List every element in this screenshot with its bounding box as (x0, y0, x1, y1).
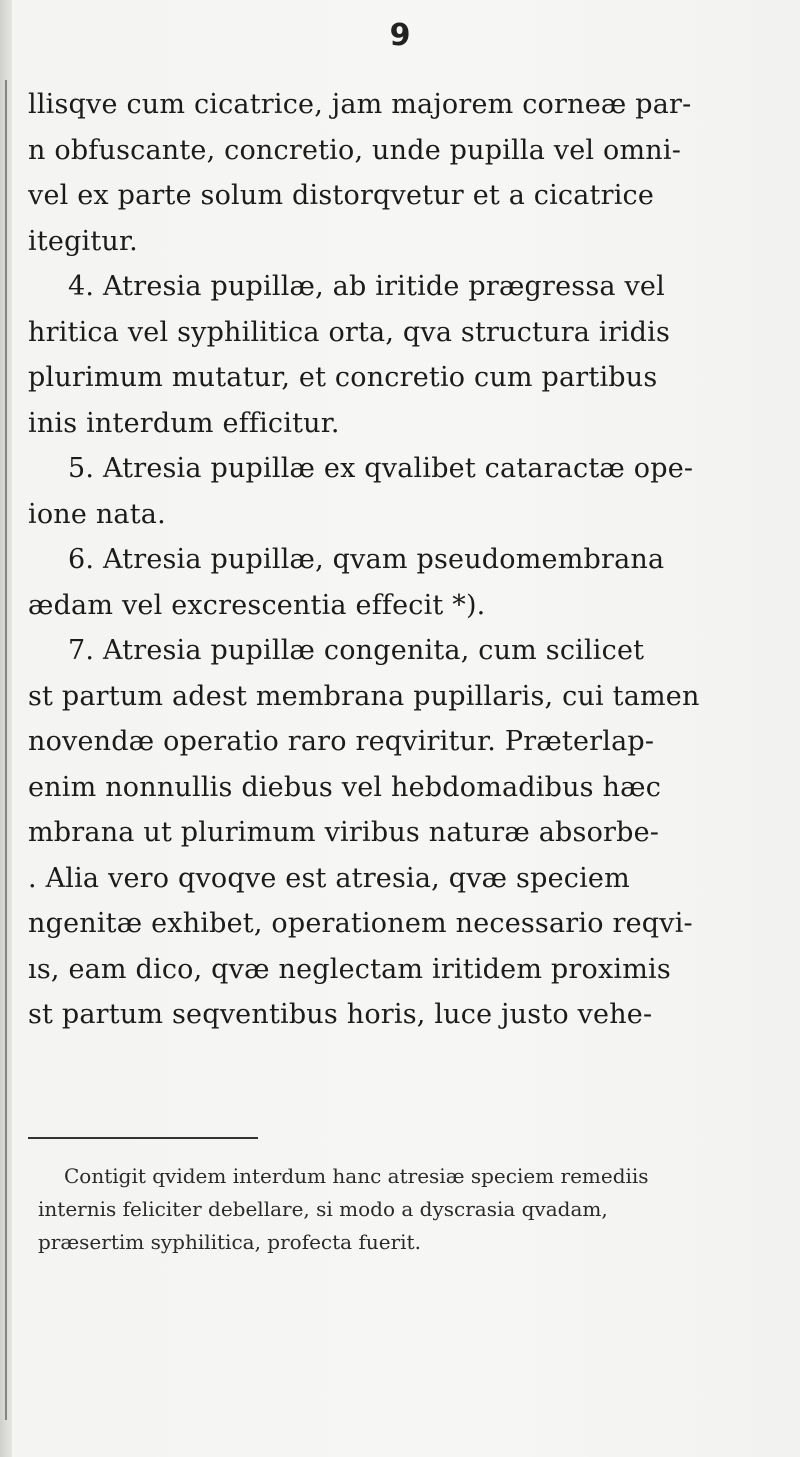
text-line: novendæ operatio raro reqviritur. Præterlap- (28, 726, 655, 757)
text-line: ione nata. (28, 498, 166, 530)
text-line: mbrana ut plurimum viribus naturæ absorbe- (28, 817, 660, 848)
text-line: plurimum mutatur, et concretio cum partibus (28, 362, 658, 393)
text-line: ngenitæ exhibet, operationem necessario reqvi- (28, 908, 693, 939)
footnote (28, 1160, 788, 1259)
text-line: itegitur. (28, 225, 138, 257)
page-gutter (0, 0, 12, 1457)
text-line: ædam vel excrescentia effecit *). (28, 589, 486, 621)
paragraph-4-start: 4. Atresia pupillæ, ab iritide prægressa vel (68, 271, 665, 302)
footnote-divider (28, 1137, 258, 1139)
footnote-line: internis feliciter debellare, si modo a dyscrasia qvadam, (38, 1197, 608, 1221)
text-line: ıs, eam dico, qvæ neglectam iritidem proximis (28, 953, 671, 985)
paragraph-5-start: 5. Atresia pupillæ ex qvalibet cataractæ ope- (68, 453, 694, 484)
page-number: 9 (389, 18, 411, 53)
text-line: vel ex parte solum distorqvetur et a cicatrice (28, 180, 655, 211)
paragraph-6-start: 6. Atresia pupillæ, qvam pseudomembrana (68, 544, 665, 575)
text-line: st partum adest membrana pupillaris, cui tamen (28, 680, 700, 712)
main-text (28, 82, 788, 1038)
text-line: hritica vel syphilitica orta, qva structura iridis (28, 316, 671, 348)
text-line: st partum seqventibus horis, luce justo vehe- (28, 999, 653, 1030)
text-line: inis interdum efficitur. (28, 407, 340, 439)
footnote-line: præsertim syphilitica, profecta fuerit. (38, 1230, 421, 1254)
text-line: . Alia vero qvoqve est atresia, qvæ speciem (28, 862, 630, 894)
binding-edge-line (5, 80, 7, 1420)
text-line: enim nonnullis diebus vel hebdomadibus hæc (28, 771, 662, 803)
text-line: n obfuscante, concretio, unde pupilla vel omni- (28, 134, 682, 166)
footnote-line: Contigit qvidem interdum hanc atresiæ speciem remediis (64, 1164, 649, 1188)
text-line: llisqve cum cicatrice, jam majorem corneæ par- (28, 89, 692, 120)
paragraph-7-start: 7. Atresia pupillæ congenita, cum scilicet (68, 635, 645, 666)
